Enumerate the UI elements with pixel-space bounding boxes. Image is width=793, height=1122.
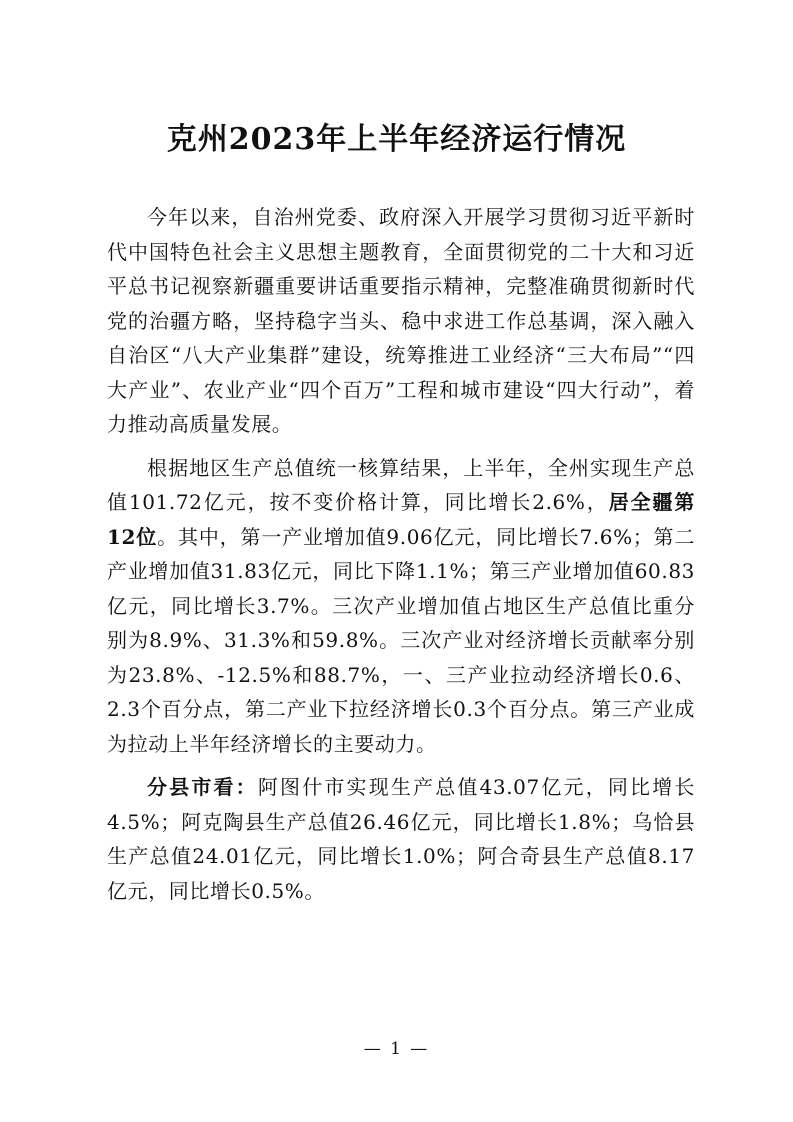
document-title: 克州2023年上半年经济运行情况 <box>166 122 627 157</box>
gdp-summary-paragraph <box>107 451 695 762</box>
page-number: — 1 — <box>363 1039 430 1059</box>
industry-breakdown-text: 。其中，第一产业增加值9.06亿元，同比增长7.6%；第二产业增加值31.83亿元，同比下降1.1%；第三产业增加值60.83亿元，同比增长3.7%。三次产业增加值占地区生产总值比重分别为8.9%、31.3%和59.8%。三次产业对经济增长贡献率分别为23.8%、-12.5%和88.7%，一、三产业拉动经济增长0.6、2.3个百分点，第二产业下拉经济增长0.3个百分点。第三产业成为拉动上半年经济增长的主要动力。 <box>107 524 695 756</box>
gdp-summary-text: 根据地区生产总值统一核算结果，上半年，全州实现生产总值101.72亿元，按不变价格计算，同比增长2.6%， <box>107 455 695 514</box>
county-breakdown-text: 阿图什市实现生产总值43.07亿元，同比增长4.5%；阿克陶县生产总值26.46亿元，同比增长1.8%；乌恰县生产总值24.01亿元，同比增长1.0%；阿合奇县生产总值8.17亿元，同比增长0.5%。 <box>107 775 695 903</box>
document-body <box>107 200 695 917</box>
intro-paragraph: 今年以来，自治州党委、政府深入开展学习贯彻习近平新时代中国特色社会主义思想主题教育，全面贯彻党的二十大和习近平总书记视察新疆重要讲话重要指示精神，完整准确贯彻新时代党的治疆方略，坚持稳字当头、稳中求进工作总基调，深入融入自治区“八大产业集群”建设，统筹推进工业经济“三大布局”“四大产业”、农业产业“四个百万”工程和城市建设“四大行动”，着力推动高质量发展。 <box>107 205 695 436</box>
county-breakdown-paragraph <box>107 770 695 908</box>
county-breakdown-lead: 分县市看： <box>147 775 258 799</box>
ranking-highlight: 居全疆第12位 <box>107 490 695 549</box>
